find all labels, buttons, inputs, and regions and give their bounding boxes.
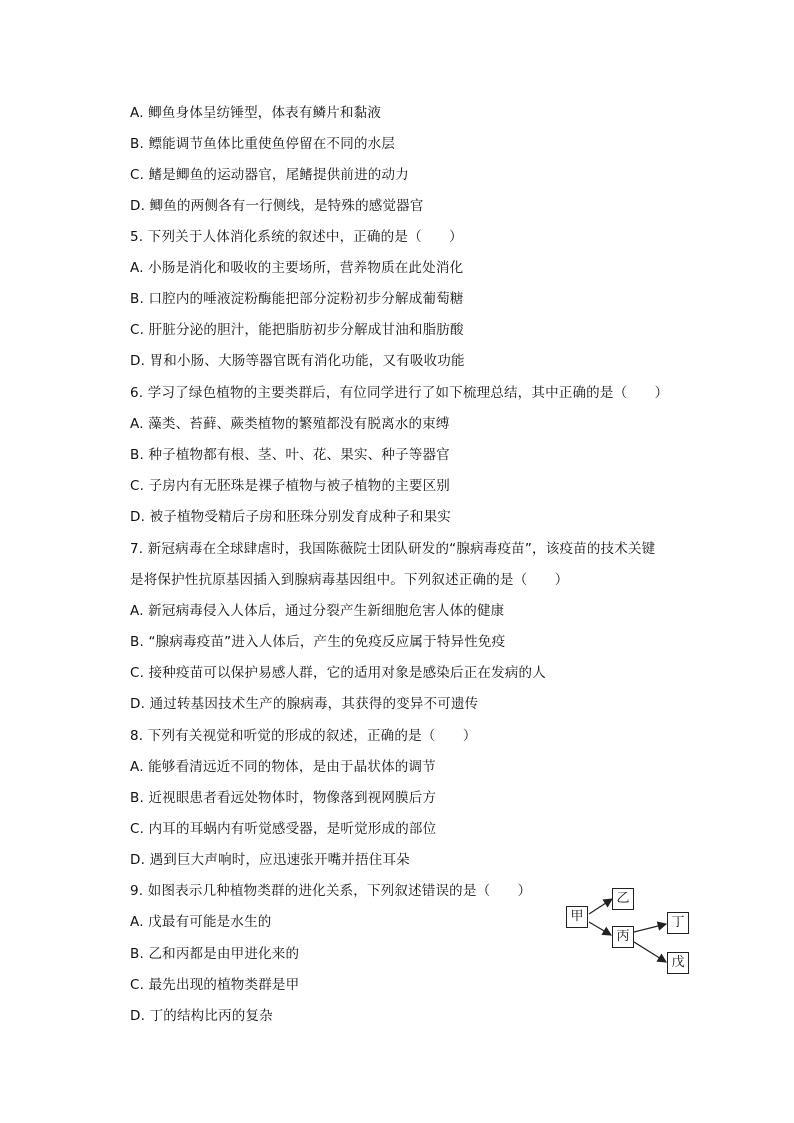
node-wu: 戊 (667, 952, 689, 974)
text-line: C. 鳍是鲫鱼的运动器官，尾鳍提供前进的动力 (130, 167, 409, 183)
text-line: B. 乙和丙都是由甲进化来的 (130, 946, 300, 962)
text-line: D. 丁的结构比丙的复杂 (130, 1008, 273, 1024)
text-line: A. 小肠是消化和吸收的主要场所，营养物质在此处消化 (130, 260, 464, 276)
text-line: D. 胃和小肠、大肠等器官既有消化功能，又有吸收功能 (130, 353, 465, 369)
text-line: B. 近视眼患者看远处物体时，物像落到视网膜后方 (130, 790, 437, 806)
text-line: 7. 新冠病毒在全球肆虐时，我国陈薇院士团队研发的“腺病毒疫苗”，该疫苗的技术关键 (130, 541, 656, 557)
text-line: 8. 下列有关视觉和听觉的形成的叙述，正确的是（ ） (130, 728, 477, 744)
text-line: A. 鲫鱼身体呈纺锤型，体表有鳞片和黏液 (130, 105, 382, 121)
text-line: B. “腺病毒疫苗”进入人体后，产生的免疫反应属于特异性免疫 (130, 634, 506, 650)
text-line: C. 接种疫苗可以保护易感人群，它的适用对象是感染后正在发病的人 (130, 665, 546, 681)
text-line: D. 被子植物受精后子房和胚珠分别发育成种子和果实 (130, 509, 451, 525)
text-line: C. 内耳的耳蜗内有听觉感受器，是听觉形成的部位 (130, 821, 437, 837)
text-line: A. 戊最有可能是水生的 (130, 914, 272, 930)
arrow-jia-bing (589, 922, 611, 935)
text-line: A. 藻类、苔藓、蕨类植物的繁殖都没有脱离水的束缚 (130, 416, 450, 432)
arrow-jia-yi (589, 899, 612, 914)
arrow-bing-ding (634, 924, 666, 932)
arrow-bing-wu (634, 942, 666, 962)
node-yi: 乙 (612, 888, 634, 910)
text-line: D. 遇到巨大声响时，应迅速张开嘴并捂住耳朵 (130, 852, 410, 868)
text-line: 9. 如图表示几种植物类群的进化关系，下列叙述错误的是（ ） (130, 883, 532, 899)
text-line: 6. 学习了绿色植物的主要类群后，有位同学进行了如下梳理总结，其中正确的是（ ） (130, 385, 669, 401)
text-line: B. 口腔内的唾液淀粉酶能把部分淀粉初步分解成葡萄糖 (130, 291, 464, 307)
node-jia: 甲 (566, 906, 588, 928)
text-line: 5. 下列关于人体消化系统的叙述中，正确的是（ ） (130, 229, 463, 245)
text-line: A. 能够看清远近不同的物体，是由于晶状体的调节 (130, 759, 436, 775)
node-ding: 丁 (667, 912, 689, 934)
text-line: D. 通过转基因技术生产的腺病毒，其获得的变异不可遗传 (130, 696, 479, 712)
text-line: C. 子房内有无胚珠是裸子植物与被子植物的主要区别 (130, 478, 451, 494)
text-line: C. 肝脏分泌的胆汁，能把脂肪初步分解成甘油和脂肪酸 (130, 322, 464, 338)
text-line: 是将保护性抗原基因插入到腺病毒基因组中。下列叙述正确的是（ ） (130, 572, 569, 588)
node-bing: 丙 (612, 926, 634, 948)
text-line: B. 鳔能调节鱼体比重使鱼停留在不同的水层 (130, 136, 396, 152)
text-line: A. 新冠病毒侵入人体后，通过分裂产生新细胞危害人体的健康 (130, 603, 505, 619)
text-line: C. 最先出现的植物类群是甲 (130, 977, 300, 993)
text-line: D. 鲫鱼的两侧各有一行侧线，是特殊的感觉器官 (130, 198, 424, 214)
text-line: B. 种子植物都有根、茎、叶、花、果实、种子等器官 (130, 447, 450, 463)
